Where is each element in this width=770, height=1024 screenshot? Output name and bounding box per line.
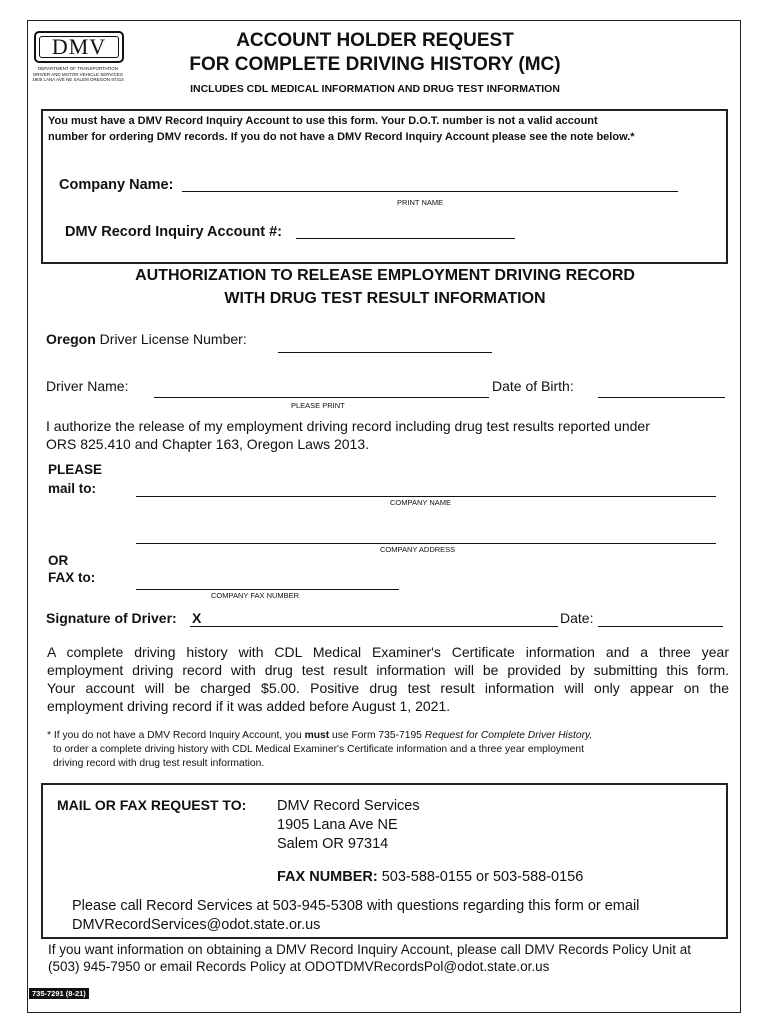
mail-fax-label: MAIL OR FAX REQUEST TO: xyxy=(57,797,247,813)
footnote-line1 xyxy=(47,729,737,743)
company-name-caption: COMPANY NAME xyxy=(390,498,451,507)
logo-caption-line: 1905 LANA AVE NE SALEM OREGON 97314 xyxy=(32,77,124,82)
address-line: 1905 Lana Ave NE xyxy=(277,817,398,833)
address-line: Salem OR 97314 xyxy=(277,836,389,852)
footnote-line3: driving record with drug test result information. xyxy=(53,758,265,769)
company-name-label: Company Name: xyxy=(59,177,174,193)
company-fax-caption: COMPANY FAX NUMBER xyxy=(211,591,300,600)
mail-company-name-field[interactable] xyxy=(136,496,716,497)
logo-caption-line: DEPARTMENT OF TRANSPORTATION xyxy=(38,66,118,71)
bottom-note-line1: If you want information on obtaining a DMV Record Inquiry Account, please call DMV Records Policy Unit at xyxy=(48,942,692,957)
mail-to-label: mail to: xyxy=(48,481,97,496)
form-title-line1: ACCOUNT HOLDER REQUEST xyxy=(236,30,514,51)
driver-name-label: Driver Name: xyxy=(46,378,129,394)
authorization-heading-line2: WITH DRUG TEST RESULT INFORMATION xyxy=(224,290,546,307)
signature-field[interactable] xyxy=(190,626,558,627)
info-paragraph xyxy=(47,643,729,715)
account-number-field[interactable] xyxy=(296,238,515,239)
signature-label: Signature of Driver: xyxy=(46,610,177,626)
info-line: employment driving record if it was added before August 1, 2021. xyxy=(47,698,451,714)
signature-date-label: Date: xyxy=(560,610,594,626)
info-line: A complete driving history with CDL Medical Examiner's Certificate information and a three year xyxy=(47,644,729,660)
company-fax-field[interactable] xyxy=(136,589,399,590)
authorization-statement-line2: ORS 825.410 and Chapter 163, Oregon Laws 2013. xyxy=(46,436,369,452)
form-number: 735-7291 (8-21) xyxy=(29,988,89,999)
call-line1: Please call Record Services at 503-945-5308 with questions regarding this form or email xyxy=(72,898,640,914)
authorization-heading-line1: AUTHORIZATION TO RELEASE EMPLOYMENT DRIVING RECORD xyxy=(135,267,635,284)
fax-number-values: 503-588-0155 or 503-588-0156 xyxy=(377,869,584,885)
fax-to-label: FAX to: xyxy=(48,570,96,585)
print-name-caption: PRINT NAME xyxy=(397,198,444,207)
signature-date-field[interactable] xyxy=(598,626,723,627)
dmv-logo xyxy=(34,31,124,63)
mail-company-address-field[interactable] xyxy=(136,543,716,544)
company-name-field[interactable] xyxy=(182,191,678,192)
license-label-oregon: Oregon xyxy=(46,331,96,347)
license-number-field[interactable] xyxy=(278,352,492,353)
form-title-line2: FOR COMPLETE DRIVING HISTORY (MC) xyxy=(189,54,561,75)
fax-number-label: FAX NUMBER: xyxy=(277,869,378,885)
company-address-caption: COMPANY ADDRESS xyxy=(380,545,456,554)
footnote-form-title: Request for Complete Driver History, xyxy=(424,730,593,741)
address-line: DMV Record Services xyxy=(277,798,420,814)
footnote-text: use Form 735-7195 xyxy=(329,730,425,741)
date-of-birth-field[interactable] xyxy=(598,397,725,398)
records-email[interactable]: DMVRecordServices@odot.state.or.us xyxy=(72,917,321,933)
fax-number xyxy=(277,869,583,885)
account-notice-line1: You must have a DMV Record Inquiry Account to use this form. Your D.O.T. number is not a valid account xyxy=(48,115,598,127)
authorization-statement-line1: I authorize the release of my employment driving record including drug test results reported under xyxy=(46,418,650,434)
footnote-must: must xyxy=(304,730,330,741)
signature-x-mark: X xyxy=(192,610,202,626)
account-number-label: DMV Record Inquiry Account #: xyxy=(65,224,282,240)
footnote-text: * If you do not have a DMV Record Inquiry Account, you xyxy=(47,730,305,741)
dmv-logo-text: DMV xyxy=(39,36,119,58)
bottom-note-line2: (503) 945-7950 or email Records Policy at ODOTDMVRecordsPol@odot.state.or.us xyxy=(48,959,550,974)
please-label: PLEASE xyxy=(48,462,103,477)
form-subtitle: INCLUDES CDL MEDICAL INFORMATION AND DRUG TEST INFORMATION xyxy=(190,83,560,95)
info-line: employment driving record with drug test result information will be provided by submitting this form. xyxy=(47,662,729,678)
footnote-line2: to order a complete driving history with CDL Medical Examiner's Certificate information and a three year employment xyxy=(53,744,584,755)
license-label-rest: Driver License Number: xyxy=(95,331,247,347)
date-of-birth-label: Date of Birth: xyxy=(492,378,574,394)
driver-name-field[interactable] xyxy=(154,397,489,398)
account-notice-line2: number for ordering DMV records. If you do not have a DMV Record Inquiry Account please see the note below.* xyxy=(48,131,635,143)
license-number-label xyxy=(46,331,247,347)
footnote xyxy=(47,729,737,771)
info-line: Your account will be charged $5.00. Positive drug test result information will only appear on the xyxy=(47,680,729,696)
logo-caption-line: DRIVER AND MOTOR VEHICLE SERVICES xyxy=(33,71,123,77)
please-print-caption: PLEASE PRINT xyxy=(291,401,345,410)
logo-caption xyxy=(28,66,128,83)
mail-address xyxy=(277,797,420,854)
or-label: OR xyxy=(48,553,69,568)
